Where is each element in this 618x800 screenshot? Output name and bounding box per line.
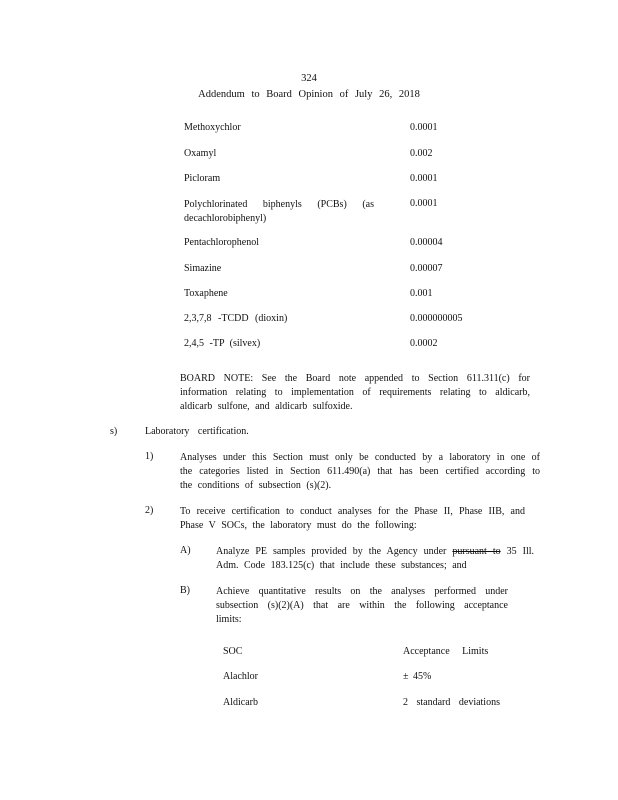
page-number: 324 — [301, 73, 317, 84]
mcl-row-name: Methoxychlor — [184, 122, 241, 133]
mcl-row-value: 0.000000005 — [410, 313, 463, 324]
section-heading: Laboratory certification. — [145, 426, 249, 437]
mcl-row-name: Picloram — [184, 173, 221, 184]
table-row-soc: Alachlor — [223, 671, 258, 682]
section-marker: s) — [110, 426, 118, 437]
board-note: BOARD NOTE: See the Board note appended to Section 611.311(c) for information relating to implementation of requirements relating to aldicarb, aldicarb sulfone, and aldicarb sulfoxide. — [180, 373, 530, 412]
mcl-row-name: Simazine — [184, 263, 222, 274]
subitem-text-part: Analyze PE samples provided by the Agency under — [216, 546, 453, 557]
subitem-text — [216, 545, 534, 573]
mcl-row-value: 0.0001 — [410, 173, 438, 184]
table-row-soc: Aldicarb — [223, 697, 258, 708]
subitem-text: Achieve quantitative results on the analyses performed under subsection (s)(2)(A) that are within the following acceptance limits: — [216, 586, 508, 625]
mcl-row-name: 2,4,5 -TP (silvex) — [184, 338, 261, 349]
mcl-row-value: 0.00007 — [410, 263, 443, 274]
mcl-row-name: Oxamyl — [184, 148, 217, 159]
item-text: Analyses under this Section must only be conducted by a laboratory in one of the categories listed in Section 611.490(a) that has been certified according to the conditions of subsection (s)(2). — [180, 452, 540, 491]
page-title: Addendum to Board Opinion of July 26, 2018 — [198, 89, 420, 100]
mcl-row-name: Pentachlorophenol — [184, 237, 259, 248]
struck-text: pursuant to — [452, 546, 501, 557]
column-header-limits: Acceptance Limits — [403, 646, 489, 657]
mcl-row-value: 0.0002 — [410, 338, 438, 349]
mcl-row-value: 0.0001 — [410, 122, 438, 133]
mcl-row-value: 0.0001 — [410, 198, 438, 209]
item-marker: 2) — [145, 505, 154, 516]
column-header-soc: SOC — [223, 646, 243, 657]
mcl-row-name: Toxaphene — [184, 288, 228, 299]
table-row-limit: 2 standard deviations — [403, 697, 500, 708]
subitem-marker: A) — [180, 545, 191, 556]
item-text: To receive certification to conduct analyses for the Phase II, Phase IIB, and Phase V SOCs, the laboratory must do the following: — [180, 506, 525, 531]
mcl-row-name: Polychlorinated biphenyls (PCBs) (as decachlorobiphenyl) — [184, 199, 374, 224]
item-marker: 1) — [145, 451, 154, 462]
mcl-row-value: 0.00004 — [410, 237, 443, 248]
mcl-row-name: 2,3,7,8 -TCDD (dioxin) — [184, 313, 288, 324]
mcl-row-value: 0.002 — [410, 148, 433, 159]
subitem-text-part: 35 Ill. Adm. Code 183.125(c) that include these substances; and — [216, 546, 535, 571]
table-row-limit: ± 45% — [403, 671, 432, 682]
mcl-row-value: 0.001 — [410, 288, 433, 299]
subitem-marker: B) — [180, 585, 190, 596]
